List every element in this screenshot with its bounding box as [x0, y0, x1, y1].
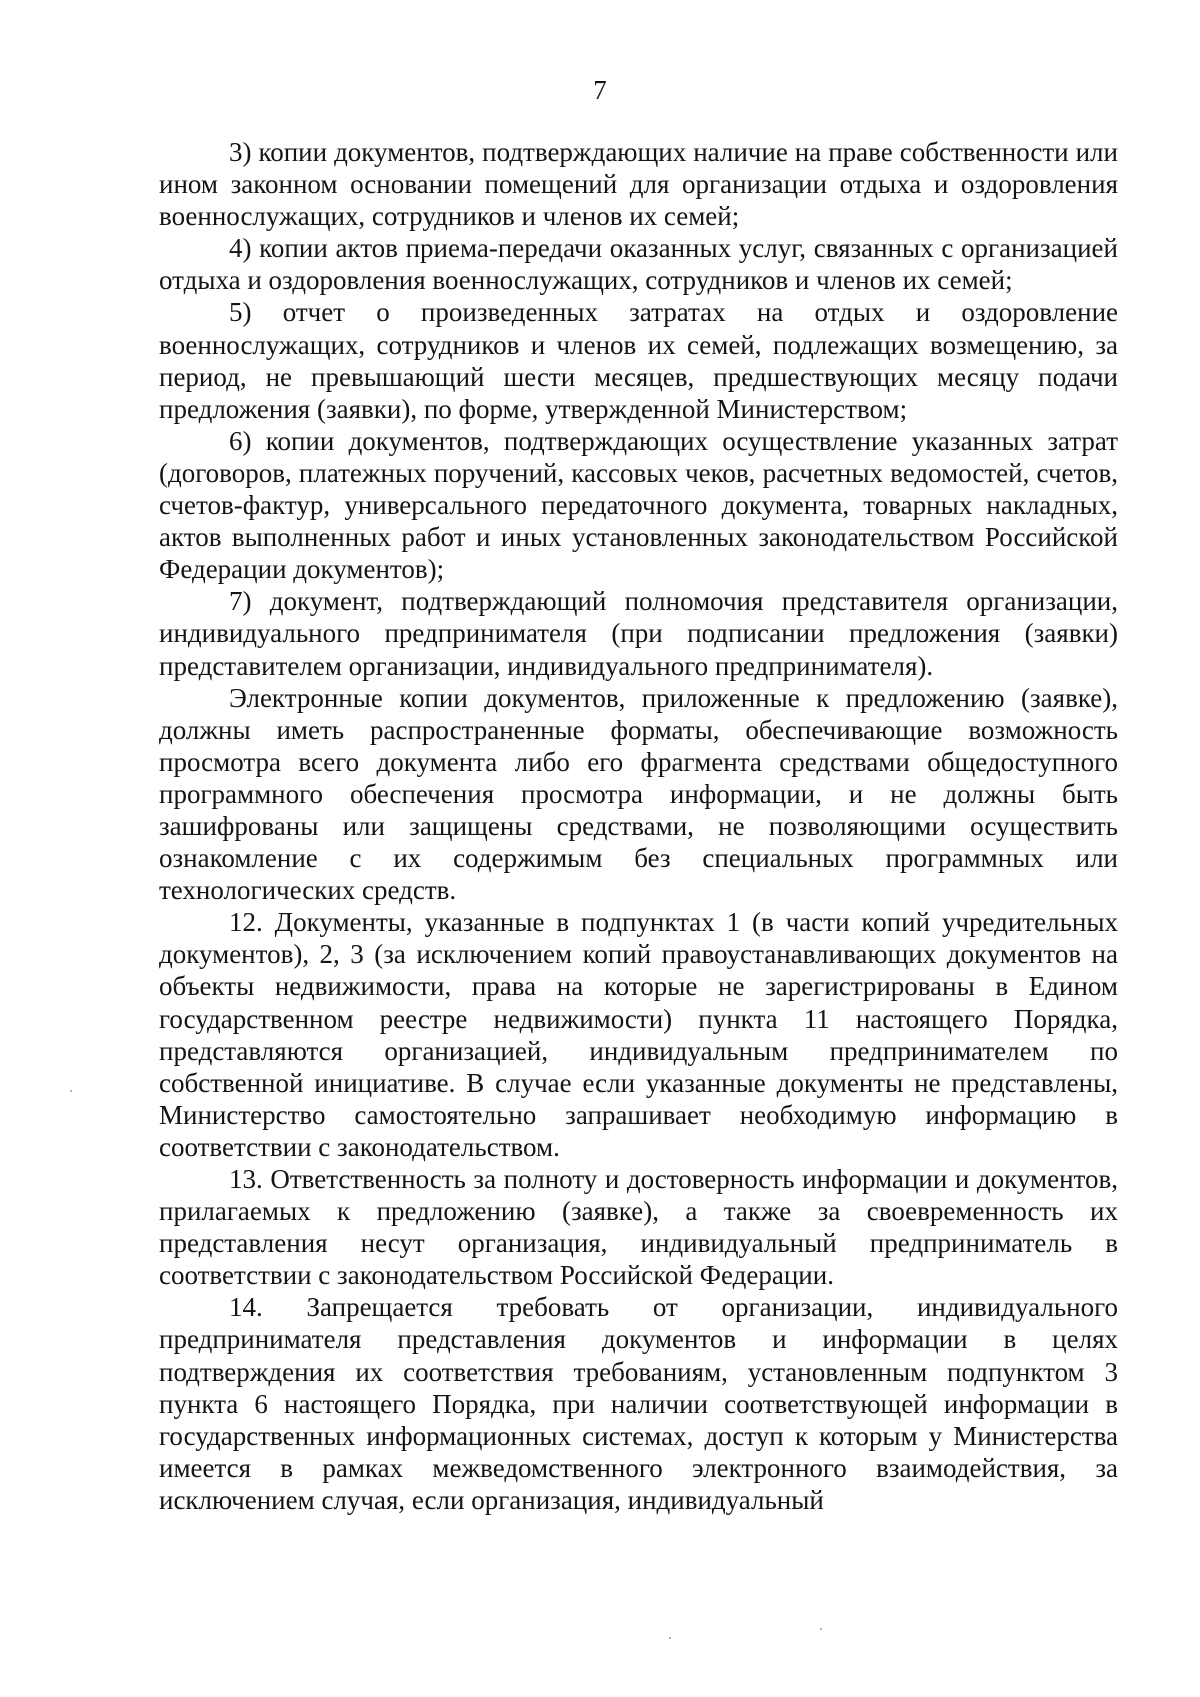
- paragraph-item-4: 4) копии актов приема-передачи оказанных услуг, связанных с организацией отдыха и оздоровления военнослужащих, сотрудников и членов их семей;: [159, 233, 1118, 296]
- scan-speck: [70, 1090, 72, 1092]
- body-text: [159, 136, 1118, 1516]
- scan-speck: [820, 1628, 822, 1630]
- paragraph-clause-14: 14. Запрещается требовать от организации, индивидуального предпринимателя представления документов и информации в целях подтверждения их соответствия требованиям, установленным подпунктом 3 пункта 6 настоящего Порядка, при наличии соответствующей информации в государственных информационных системах, доступ к которым у Министерства имеется в рамках межведомственного электронного взаимодействия, за исключением случая, если организация, индивидуальный: [159, 1292, 1118, 1515]
- paragraph-clause-12: 12. Документы, указанные в подпунктах 1 (в части копий учредительных документов), 2, 3 (за исключением копий правоустанавливающих документов на объекты недвижимости, права на которые не зарегистрированы в Едином государственном реестре недвижимости) пункта 11 настоящего Порядка, представляются организацией, индивидуальным предпринимателем по собственной инициативе. В случае если указанные документы не представлены, Министерство самостоятельно запрашивает необходимую информацию в соответствии с законодательством.: [159, 907, 1118, 1162]
- paragraph-item-7: 7) документ, подтверждающий полномочия представителя организации, индивидуального предпринимателя (при подписании предложения (заявки) представителем организации, индивидуального предпринимателя).: [159, 586, 1118, 681]
- paragraph-electronic-copies: Электронные копии документов, приложенные к предложению (заявке), должны иметь распространенные форматы, обеспечивающие возможность просмотра всего документа либо его фрагмента средствами общедоступного программного обеспечения просмотра информации, и не должны быть зашифрованы или защищены средствами, не позволяющими осуществить ознакомление с их содержимым без специальных программных или технологических средств.: [159, 682, 1118, 906]
- paragraph-clause-13: 13. Ответственность за полноту и достоверность информации и документов, прилагаемых к предложению (заявке), а также за своевременность их представления несут организация, индивидуальный предприниматель в соответствии с законодательством Российской Федерации.: [159, 1164, 1118, 1291]
- scan-speck: [669, 1637, 671, 1639]
- page-number: 7: [593, 75, 607, 105]
- paragraph-item-6: 6) копии документов, подтверждающих осуществление указанных затрат (договоров, платежных поручений, кассовых чеков, расчетных ведомостей, счетов, счетов-фактур, универсального передаточного документа, товарных накладных, актов выполненных работ и иных установленных законодательством Российской Федерации документов);: [159, 425, 1118, 585]
- paragraph-item-3: 3) копии документов, подтверждающих наличие на праве собственности или ином законном основании помещений для организации отдыха и оздоровления военнослужащих, сотрудников и членов их семей;: [159, 137, 1118, 232]
- paragraph-item-5: 5) отчет о произведенных затратах на отдых и оздоровление военнослужащих, сотрудников и членов их семей, подлежащих возмещению, за период, не превышающий шести месяцев, предшествующих месяцу подачи предложения (заявки), по форме, утвержденной Министерством;: [159, 297, 1118, 424]
